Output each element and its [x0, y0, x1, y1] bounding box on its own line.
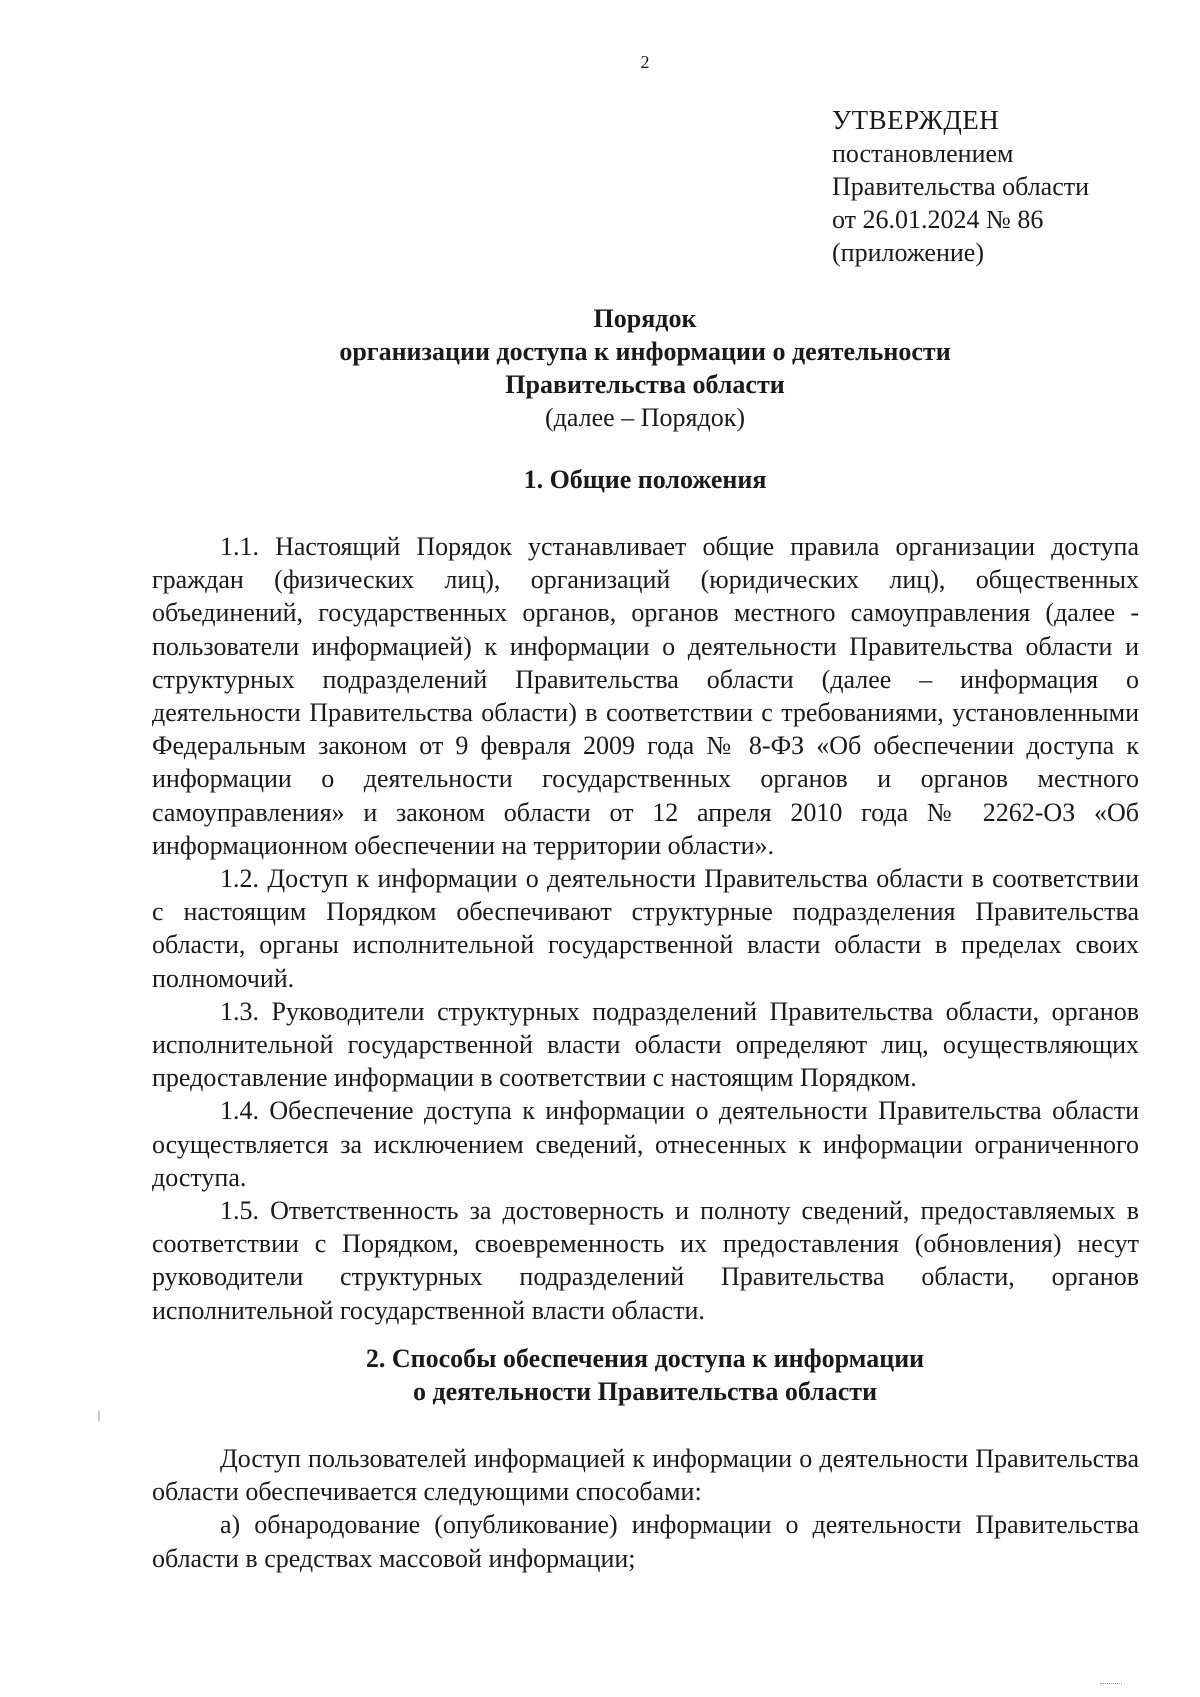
approval-line-4: (приложение): [832, 238, 985, 267]
title-line-1: Порядок: [593, 304, 697, 333]
title-line-4: (далее – Порядок): [545, 403, 745, 432]
section-2-heading-line-2: о деятельности Правительства области: [412, 1377, 878, 1406]
section-2-heading-line-1: 2. Способы обеспечения доступа к информации: [365, 1344, 925, 1373]
section-1-body: [152, 530, 1139, 1327]
paragraph-2-intro: Доступ пользователей информацией к информации о деятельности Правительства области обеспечивается следующими способами:: [152, 1444, 1139, 1507]
document-title: [0, 302, 1200, 434]
approval-line-2: Правительства области: [832, 172, 1090, 201]
approval-approved: УТВЕРЖДЕН: [832, 105, 1000, 135]
approval-stamp: [832, 104, 1089, 269]
paragraph-2-a: а) обнародование (опубликование) информации о деятельности Правительства области в средствах массовой информации;: [152, 1510, 1139, 1573]
paragraph-1-2: 1.2. Доступ к информации о деятельности Правительства области в соответствии с настоящим Порядком обеспечивают структурные подразделения Правительства области, органы исполнительной государственной власти области в пределах своих полномочий.: [152, 864, 1139, 993]
scan-corner-mark: [1100, 1683, 1122, 1688]
paragraph-1-3: 1.3. Руководители структурных подразделений Правительства области, органов исполнительной государственной власти области определяют лиц, осуществляющих предоставление информации в соответствии с настоящим Порядком.: [152, 996, 1139, 1093]
paragraph-1-4: 1.4. Обеспечение доступа к информации о деятельности Правительства области осуществляется за исключением сведений, отнесенных к информации ограниченного доступа.: [152, 1096, 1139, 1192]
paragraph-1-1: 1.1. Настоящий Порядок устанавливает общие правила организации доступа граждан (физических лиц), организаций (юридических лиц), общественных объединений, государственных органов, органов местного самоуправления (далее - пользователи информацией) к информации о деятельности Правительства области и структурных подразделений Правительства области (далее – информация о деятельности Правительства области) в соответствии с требованиями, установленными Федеральным законом от 9 февраля 2009 года № 8-ФЗ «Об обеспечении доступа к информации о деятельности государственных органов и органов местного самоуправления» и законом области от 12 апреля 2010 года № 2262-ОЗ «Об информационном обеспечении на территории области».: [152, 532, 1139, 860]
title-line-3: Правительства области: [505, 370, 785, 399]
approval-line-3: от 26.01.2024 № 86: [832, 205, 1044, 234]
title-line-2: организации доступа к информации о деятельности: [339, 337, 951, 366]
page-number: 2: [640, 52, 650, 72]
paragraph-1-5: 1.5. Ответственность за достоверность и полноту сведений, предоставляемых в соответствии с Порядком, своевременность их предоставления (обновления) несут руководители структурных подразделений Правительства области, органов исполнительной государственной власти области.: [152, 1196, 1139, 1325]
section-1-heading: 1. Общие положения: [523, 465, 767, 494]
section-2-body: [152, 1442, 1139, 1575]
scan-margin-mark: [98, 1411, 100, 1421]
approval-line-1: постановлением: [832, 139, 1014, 168]
